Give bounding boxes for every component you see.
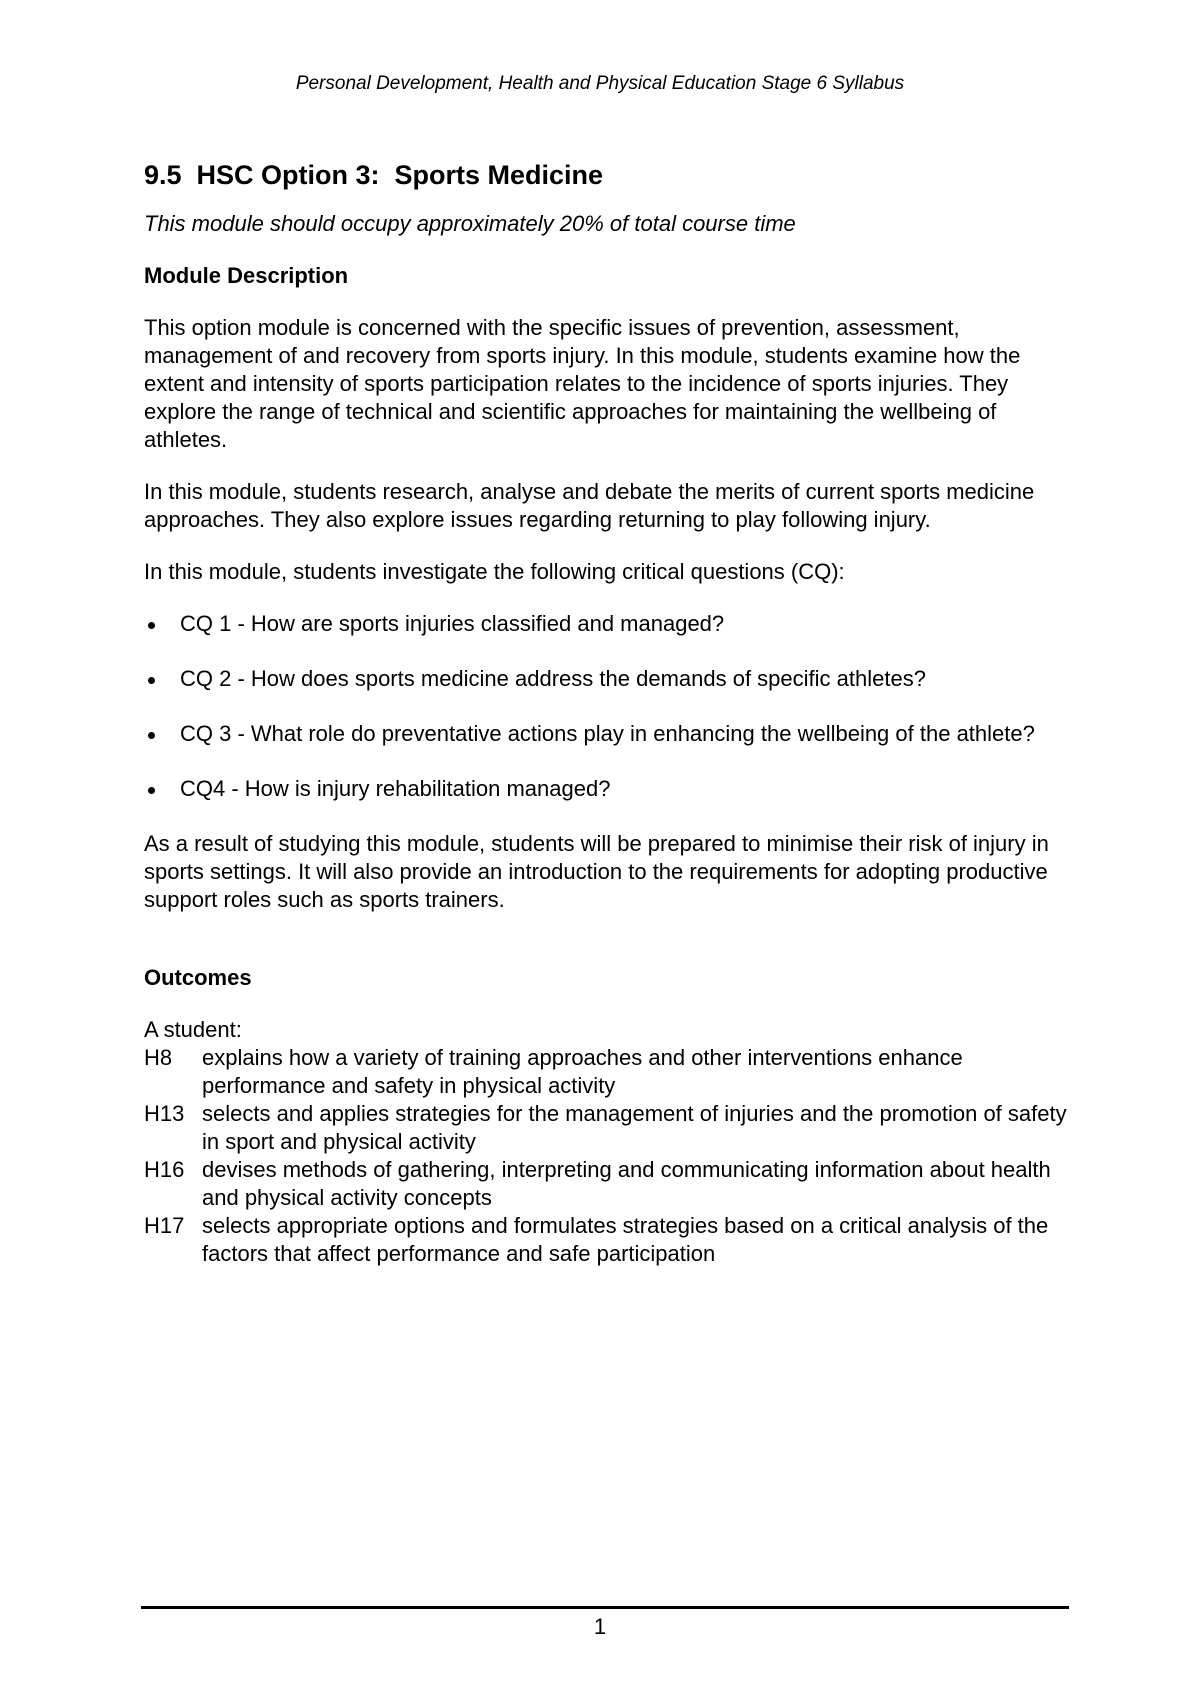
module-description-heading: Module Description	[144, 263, 349, 288]
critical-questions-intro: In this module, students investigate the following critical questions (CQ):	[144, 559, 845, 584]
page-number: 1	[593, 1614, 607, 1639]
outcome-text: selects and applies strategies for the management of injuries and the promotion of safety in sport and physical activity	[202, 1101, 1067, 1154]
outcome-row	[144, 1212, 1074, 1268]
critical-question-text: CQ 1 - How are sports injuries classified and managed?	[180, 611, 725, 636]
list-item	[144, 775, 1074, 803]
critical-question-text: CQ4 - How is injury rehabilitation managed?	[180, 776, 611, 801]
critical-question-text: CQ 2 - How does sports medicine address the demands of specific athletes?	[180, 666, 926, 691]
bullet-icon	[148, 622, 155, 629]
bullet-icon	[148, 787, 155, 794]
outcome-text: selects appropriate options and formulates strategies based on a critical analysis of the factors that affect performance and safe participation	[202, 1213, 1049, 1266]
footer-divider	[141, 1606, 1069, 1609]
outcome-code: H8	[144, 1045, 173, 1070]
outcome-text: explains how a variety of training approaches and other interventions enhance performance and safety in physical activity	[202, 1045, 963, 1098]
running-header: Personal Development, Health and Physical Education Stage 6 Syllabus	[295, 73, 905, 94]
section-title: 9.5 HSC Option 3: Sports Medicine	[144, 160, 604, 190]
critical-question-text: CQ 3 - What role do preventative actions play in enhancing the wellbeing of the athlete?	[180, 721, 1035, 746]
outcome-code: H13	[144, 1101, 185, 1126]
bullet-icon	[148, 732, 155, 739]
list-item	[144, 610, 1074, 638]
page-content	[144, 158, 1074, 1268]
description-paragraph-1: This option module is concerned with the specific issues of prevention, assessment, management of and recovery from sports injury. In this module, students examine how the extent and intensity of sports participation relates to the incidence of sports injuries. They explore the range of technical and scientific approaches for maintaining the wellbeing of athletes.	[144, 315, 1021, 452]
outcome-text: devises methods of gathering, interpreting and communicating information about health and physical activity concepts	[202, 1157, 1051, 1210]
module-closing-paragraph: As a result of studying this module, students will be prepared to minimise their risk of injury in sports settings. It will also provide an introduction to the requirements for adopting productive support roles such as sports trainers.	[144, 831, 1049, 912]
outcomes-heading: Outcomes	[144, 965, 252, 990]
outcome-row	[144, 1156, 1074, 1212]
outcome-code: H17	[144, 1213, 185, 1238]
critical-questions-list	[144, 610, 1074, 803]
bullet-icon	[148, 677, 155, 684]
outcome-row	[144, 1100, 1074, 1156]
outcome-code: H16	[144, 1157, 185, 1182]
outcomes-lead: A student:	[144, 1017, 242, 1042]
time-allocation-note: This module should occupy approximately 20% of total course time	[144, 211, 796, 236]
list-item	[144, 665, 1074, 693]
description-paragraph-2: In this module, students research, analyse and debate the merits of current sports medicine approaches. They also explore issues regarding returning to play following injury.	[144, 479, 1035, 532]
list-item	[144, 720, 1074, 748]
outcome-row	[144, 1044, 1074, 1100]
